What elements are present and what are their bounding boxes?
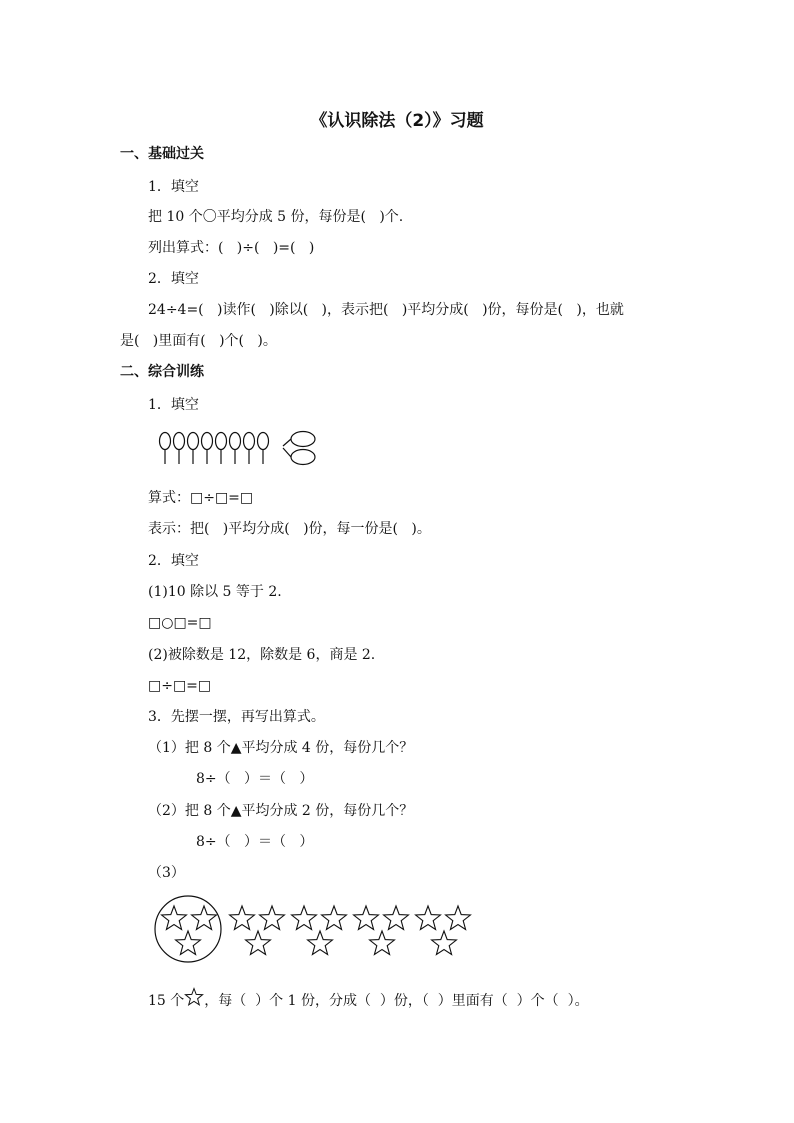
lollipop-head xyxy=(230,433,241,450)
star-shape xyxy=(416,906,441,930)
lollipops-figure xyxy=(155,428,325,468)
star-shape xyxy=(370,931,395,955)
lollipop-head xyxy=(216,433,227,450)
s1-q2-line1: 24÷4=( )读作( )除以( )，表示把( )平均分成( )份，每份是( )，也就 xyxy=(148,302,624,318)
s1-q2-label: 2．填空 xyxy=(148,271,199,287)
star-shape xyxy=(432,931,457,955)
page-title: 《认识除法（2）》习题 xyxy=(310,111,484,131)
s2-q3-3-sentence xyxy=(148,987,589,1010)
lollipop-head xyxy=(160,433,171,450)
s2-q2-b-formula: □÷□=□ xyxy=(148,678,212,694)
star-shape xyxy=(384,906,409,930)
s2-q3-label: 3．先摆一摆，再写出算式。 xyxy=(148,709,325,725)
group-oval xyxy=(291,450,315,465)
section-1-heading: 一、基础过关 xyxy=(120,146,204,162)
s2-q3-3-label: （3） xyxy=(148,865,185,881)
star-shape xyxy=(308,931,333,955)
lollipop-head xyxy=(188,433,199,450)
s2-q3-3-suffix: ，每（ ）个 1 份，分成（ ）份，（ ）里面有（ ）个（ ）。 xyxy=(204,993,589,1009)
s2-q2-a-formula: □○□=□ xyxy=(148,615,212,631)
star-shape xyxy=(176,931,201,955)
connector-line xyxy=(283,448,291,457)
section-2-heading: 二、综合训练 xyxy=(120,364,204,380)
lollipop-head xyxy=(202,433,213,450)
s2-q2-label: 2．填空 xyxy=(148,553,199,569)
s2-q3-2: （2）把 8 个▲平均分成 2 份，每份几个？ xyxy=(148,803,414,819)
lollipop-head xyxy=(174,433,185,450)
s2-q2-b: (2)被除数是 12，除数是 6，商是 2. xyxy=(148,647,376,663)
lollipop-head xyxy=(258,433,269,450)
star-icon xyxy=(184,987,204,1007)
group-oval xyxy=(291,432,315,447)
s1-q2-line2: 是( )里面有( )个( )。 xyxy=(120,333,277,349)
star-shape xyxy=(246,931,271,955)
s2-q3-1-formula: 8÷（ ）＝（ ） xyxy=(196,771,314,787)
s2-q3-1: （1）把 8 个▲平均分成 4 份，每份几个？ xyxy=(148,740,414,756)
star-shape xyxy=(230,906,255,930)
star-shape xyxy=(354,906,379,930)
s2-q1-formula: 算式：□÷□=□ xyxy=(148,490,254,506)
s2-q3-2-formula: 8÷（ ）＝（ ） xyxy=(196,834,314,850)
s2-q1-label: 1．填空 xyxy=(148,397,199,413)
star-shape xyxy=(322,906,347,930)
s1-q1-line1: 把 10 个〇平均分成 5 份，每份是( )个. xyxy=(148,209,404,225)
star-shape xyxy=(446,906,471,930)
lollipop-head xyxy=(244,433,255,450)
star-shape xyxy=(260,906,285,930)
star-shape xyxy=(192,906,217,930)
s2-q3-3-prefix: 15 个 xyxy=(148,993,185,1009)
star-shape xyxy=(292,906,317,930)
s1-q1-line2: 列出算式：( )÷( )=( ) xyxy=(148,240,315,256)
s2-q2-a: (1)10 除以 5 等于 2. xyxy=(148,584,282,600)
stars-figure xyxy=(150,893,480,965)
connector-line xyxy=(283,439,291,446)
star-shape xyxy=(162,906,187,930)
s1-q1-label: 1．填空 xyxy=(148,179,199,195)
s2-q1-expl: 表示：把( )平均分成( )份，每一份是( )。 xyxy=(148,521,431,537)
